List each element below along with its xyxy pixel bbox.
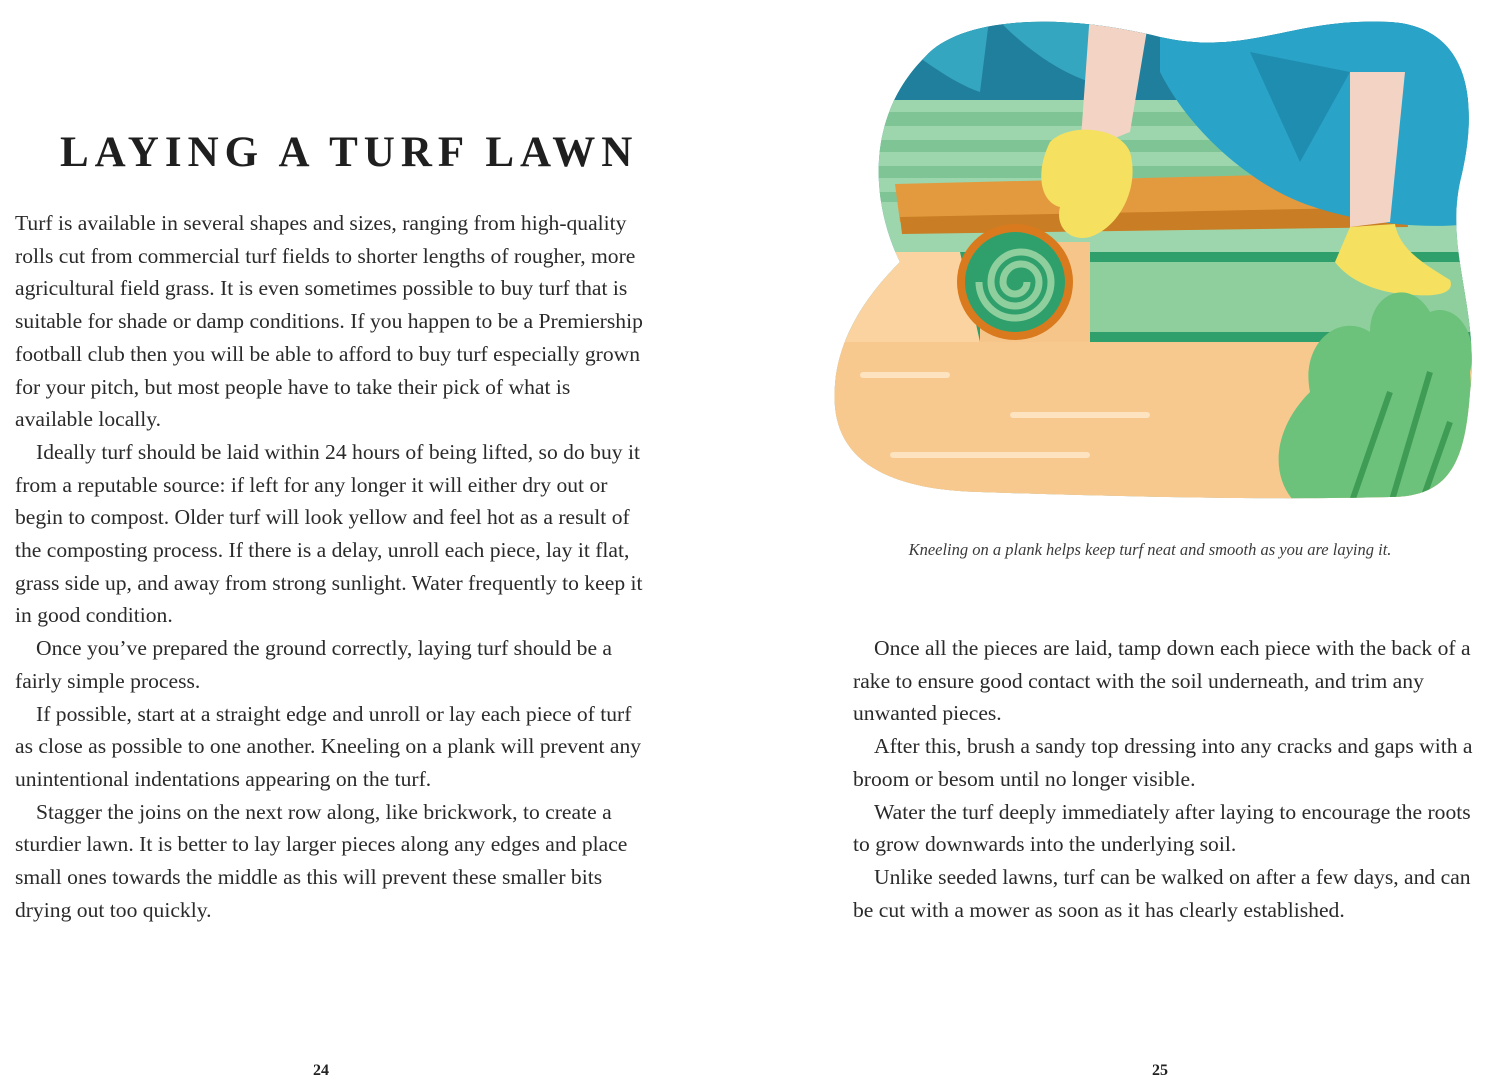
paragraph: Once all the pieces are laid, tamp down each piece with the back of a rake to ensure good contact with the soil underneath, and trim any unwanted pieces. bbox=[853, 636, 1471, 726]
paragraph: Once you’ve prepared the ground correctly, laying turf should be a fairly simple process. bbox=[15, 636, 613, 693]
paragraph: Water the turf deeply immediately after laying to encourage the roots to grow downwards into the underlying soil. bbox=[853, 799, 1471, 857]
paragraph: Unlike seeded lawns, turf can be walked on after a few days, and can be cut with a mower as soon as it has clearly established. bbox=[853, 864, 1471, 922]
paragraph: If possible, start at a straight edge and unroll or lay each piece of turf as close as possible to one another. Kneeling on a plank will prevent any unintentional indentations appearing on the turf. bbox=[15, 701, 642, 791]
page-number: 25 bbox=[1152, 1062, 1168, 1079]
right-page bbox=[750, 0, 1500, 1088]
paragraph: Ideally turf should be laid within 24 hours of being lifted, so do buy it from a reputable source: if left for any longer it will either dry out or begin to compost. Older turf will look yellow and feel hot as a result of the composting process. If there is a delay, unroll each piece, lay it flat, grass side up, and away from strong sunlight. Water frequently to keep it in good condition. bbox=[15, 439, 643, 628]
paragraph: Stagger the joins on the next row along, like brickwork, to create a sturdier lawn. It is better to lay larger pieces along any edges and place small ones towards the middle as this will prevent these smaller bits drying out too quickly. bbox=[15, 799, 628, 922]
page-title: LAYING A TURF LAWN bbox=[60, 129, 639, 176]
page-number: 24 bbox=[313, 1062, 329, 1079]
turf-roll-illustration bbox=[830, 12, 1480, 507]
right-body-text bbox=[853, 632, 1473, 926]
illustration-caption: Kneeling on a plank helps keep turf neat and smooth as you are laying it. bbox=[908, 540, 1392, 559]
paragraph: After this, brush a sandy top dressing into any cracks and gaps with a broom or besom until no longer visible. bbox=[853, 734, 1473, 791]
paragraph: Turf is available in several shapes and sizes, ranging from high-quality rolls cut from commercial turf fields to shorter lengths of rougher, more agricultural field grass. It is even sometimes possible to buy turf that is suitable for shade or damp conditions. If you happen to be a Premiership football club then you will be able to afford to buy turf especially grown for your pitch, but most people have to take their pick of what is available locally. bbox=[15, 211, 643, 432]
left-body-text bbox=[15, 207, 645, 926]
